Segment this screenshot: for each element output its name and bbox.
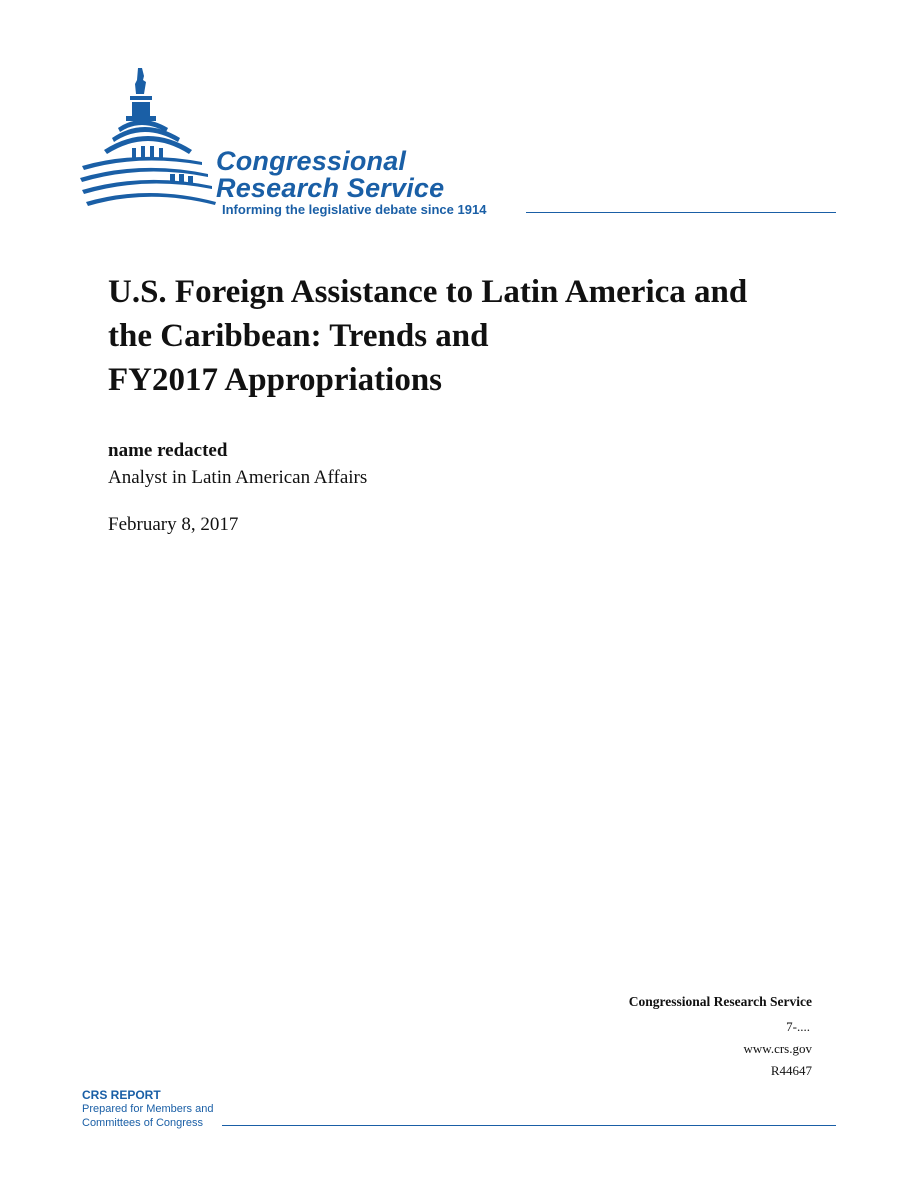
organization-name: Congressional Research Service bbox=[628, 994, 812, 1009]
author-name: name redacted bbox=[108, 440, 228, 461]
brand-name-line-2: Research Service bbox=[216, 173, 445, 203]
report-title-line: the Caribbean: Trends and bbox=[108, 318, 489, 354]
report-title-line: FY2017 Appropriations bbox=[108, 362, 443, 398]
header-divider bbox=[526, 212, 836, 213]
report-number: R44647 bbox=[770, 1063, 812, 1078]
brand-tagline: Informing the legislative debate since 1914 bbox=[222, 202, 487, 217]
footer-line: Committees of Congress bbox=[82, 1117, 204, 1129]
phone-number: 7-.... bbox=[786, 1019, 810, 1034]
report-title bbox=[108, 270, 828, 402]
report-date: February 8, 2017 bbox=[108, 514, 239, 535]
footer-report-label: CRS REPORT bbox=[82, 1088, 161, 1102]
capitol-dome-icon bbox=[78, 66, 226, 216]
footer-line: Prepared for Members and bbox=[82, 1103, 214, 1115]
website-link[interactable]: www.crs.gov bbox=[743, 1041, 812, 1056]
author-role: Analyst in Latin American Affairs bbox=[108, 467, 368, 488]
footer-divider bbox=[222, 1125, 836, 1126]
brand-name-line-1: Congressional bbox=[216, 146, 407, 176]
report-title-line: U.S. Foreign Assistance to Latin America and bbox=[108, 274, 748, 310]
